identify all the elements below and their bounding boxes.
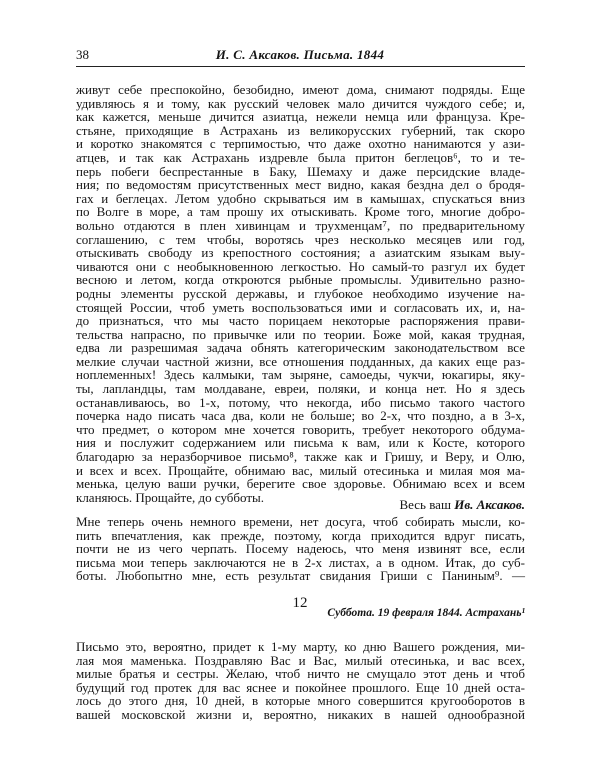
signature <box>300 497 525 513</box>
text-line: милые братья и сестры. Желаю, чтоб ничто не смущало этот день и чтоб <box>76 666 525 682</box>
text-line: отыскивать свободу из крепостного состояния; а азиатским языкам выу- <box>76 245 525 261</box>
text-line: атцев, и так как Астрахань издревле была притон беглецов⁶, то и те- <box>76 149 525 165</box>
text-line: живут себе преспокойно, безобидно, имеют дома, снимают подряды. Еще <box>76 82 525 97</box>
text-line: ния и послужит содержанием или письма к вам, или к Косте, которого <box>76 435 525 451</box>
text-line: что предмет, о котором мне хочется говорить, требует некоторого обдума- <box>76 421 525 437</box>
text-line: ты, лапландцы, там молдаване, евреи, поляки, и конца нет. Но я здесь <box>76 381 525 397</box>
text-line: ния; по ведомостям присутственных мест видно, какая бездна дел о бродя- <box>76 177 525 193</box>
page-number: 38 <box>76 47 89 62</box>
text-line: до признаться, что мы часто порицаем некоторые распоряжения прави- <box>76 313 525 329</box>
text-line: будущий год протек для вас яснее и покойнее прошлого. Еще 10 дней оста- <box>76 679 525 695</box>
text-line: боты. Любопытно мне, есть результат свидания Гриши с Паниным⁹. — <box>76 568 525 584</box>
letter-number: 12 <box>292 595 308 611</box>
text-line: стьяне, приходящие в Астрахань из великорусских губерний, так скоро <box>76 122 525 138</box>
signature-name: Ив. Аксаков. <box>454 497 525 512</box>
paragraph-3 <box>76 640 525 722</box>
text-line: родны элементы русской державы, и глубокое необходимо изучение на- <box>76 285 525 301</box>
text-line: вашей московской жизни и, вероятно, никаких в нашей однообразной <box>76 706 525 722</box>
text-line: стоящей России, чтоб уметь воспользоваться ими и согласовать их, и, на- <box>76 299 525 315</box>
text-line: Мне теперь очень немного времени, нет досуга, чтоб собирать мысли, ко- <box>76 514 525 529</box>
text-line: благодарю за неразборчивое письмо⁸, также как и Гришу, и Веру, и Олю, <box>76 449 525 465</box>
text-line: удивляюсь я и тому, как русский человек мало дичится чуждого себе; и, <box>76 95 525 111</box>
text-line: лось до этого дня, 10 дней, в которые много совершится кругооборотов в <box>76 693 525 709</box>
text-line: менька, целую ваши ручки, берегите свое здоровье. Обнимаю всех и всем <box>76 476 525 492</box>
text-line: соглашению, с тем чтобы, воротясь чрез несколько месяцев или год, <box>76 231 525 247</box>
text-line: ноплеменных! Здесь калмыки, там зыряне, самоеды, чукчи, юкагиры, яку- <box>76 367 525 383</box>
text-line: Письмо это, вероятно, придет к 1-му марту, ко дню Вашего рождения, ми- <box>76 639 525 654</box>
paragraph-2 <box>76 515 525 583</box>
text-line: мелкие случаи частной жизни, все отношения подданных, да каких еще раз- <box>76 353 525 369</box>
text-line: останавливаюсь, во 1-х, потому, что некогда, ибо письмо такого частого <box>76 394 525 410</box>
text-line: тельства напрасно, по привычке или по теории. Боже мой, какая трудная, <box>76 326 525 342</box>
text-line: кланяюсь. Прощайте, до субботы. <box>76 489 265 505</box>
paragraph-1 <box>76 83 525 504</box>
text-line: вольно отдаются в плен хивинцам и трухменцам⁷, по предварительному <box>76 217 525 233</box>
signature-prefix: Весь ваш <box>399 497 451 512</box>
letter-dateline: Суббота. 19 февраля 1844. Астрахань¹ <box>327 607 525 619</box>
text-line: лая моя маменька. Поздравляю Вас и Вас, милый отесинька, и вас всех, <box>76 652 525 668</box>
text-line: чиваются они с необыкновенною легкостью. Но самый-то разгул их будет <box>76 258 525 274</box>
text-line: гах и беглецах. Летом удобно скрываться им в камышах, спускаться вниз <box>76 190 525 206</box>
text-line: по Волге в море, а там прошу их отыскивать. Кроме того, многие добро- <box>76 204 525 220</box>
text-line: почерка надо писать часа два, коли не больше; во 2-х, что поздно, а в 3-х, <box>76 408 525 424</box>
header-rule <box>76 66 525 67</box>
text-line: пить впечатления, как прежде, поэтому, когда приходится вдруг писать, <box>76 527 525 543</box>
text-line: и коротко знакомятся с терпимостью, что даже охотно нанимаются у ази- <box>76 136 525 152</box>
text-line: весною и летом, когда откроются рыбные промыслы. Удивительно разно- <box>76 272 525 288</box>
text-line: письма мои теперь заключаются не в 2-х листах, а в одном. Итак, до суб- <box>76 554 525 570</box>
text-line: почти не из чего черпать. Посему надеюсь, что меня извинят все, если <box>76 541 525 557</box>
text-line: перь побеги беспрестанные в Баку, Шемаху и даже персидские владе- <box>76 163 525 179</box>
text-line: едва ли разрешимая задача обнять категорическим законодательством все <box>76 340 525 356</box>
text-line: и всех и всех. Прощайте, обнимаю вас, милый отесинька и милая моя ма- <box>76 462 525 478</box>
text-line: как кажется, меньше дичится азиатца, нежели немца или француза. Кре- <box>76 109 525 125</box>
running-title: И. С. Аксаков. Письма. 1844 <box>215 47 385 62</box>
